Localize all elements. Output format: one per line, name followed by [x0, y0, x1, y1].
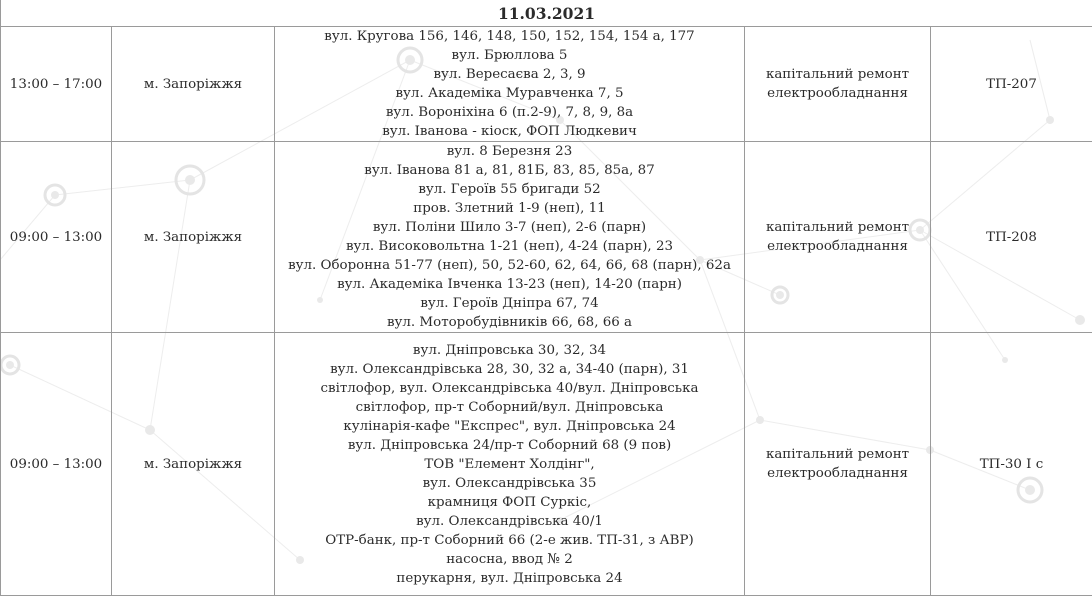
address-line: вул. Академіка Івченка 13-23 (неп), 14-20 (парн): [279, 275, 740, 294]
address-line: ТОВ "Елемент Холдінг",: [279, 455, 740, 474]
address-line: вул. 8 Березня 23: [279, 142, 740, 161]
address-line: вул. Академіка Муравченка 7, 5: [279, 84, 740, 103]
table-row: [1, 27, 1092, 142]
address-line: крамниця ФОП Суркіс,: [279, 493, 740, 512]
city-cell: м. Запоріжжя: [112, 27, 275, 142]
address-line: вул. Олександрівська 28, 30, 32 а, 34-40 (парн), 31: [279, 360, 740, 379]
address-line: вул. Іванова - кіоск, ФОП Людкевич: [279, 122, 740, 141]
address-line: вул. Оборонна 51-77 (неп), 50, 52-60, 62, 64, 66, 68 (парн), 62а: [279, 256, 740, 275]
address-line: світлофор, вул. Олександрівська 40/вул. Дніпровська: [279, 379, 740, 398]
address-line: вул. Героїв Дніпра 67, 74: [279, 294, 740, 313]
reason-cell: капітальний ремонт електрообладнання: [745, 333, 931, 596]
date-heading: 11.03.2021: [1, 0, 1092, 27]
time-cell: 09:00 – 13:00: [1, 333, 112, 596]
address-line: вул. Вороніхіна 6 (п.2-9), 7, 8, 9, 8а: [279, 103, 740, 122]
table-row: [1, 333, 1092, 596]
date-header-row: [1, 0, 1092, 27]
table-row: [1, 142, 1092, 333]
address-line: вул. Кругова 156, 146, 148, 150, 152, 154, 154 а, 177: [279, 27, 740, 46]
substation-cell: ТП-207: [931, 27, 1092, 142]
reason-cell: капітальний ремонт електрообладнання: [745, 27, 931, 142]
substation-cell: ТП-208: [931, 142, 1092, 333]
address-line: вул. Дніпровська 24/пр-т Соборний 68 (9 пов): [279, 436, 740, 455]
addresses-cell: [275, 142, 745, 333]
address-line: світлофор, пр-т Соборний/вул. Дніпровська: [279, 398, 740, 417]
address-line: вул. Вересаєва 2, 3, 9: [279, 65, 740, 84]
time-cell: 13:00 – 17:00: [1, 27, 112, 142]
address-line: вул. Брюллова 5: [279, 46, 740, 65]
city-cell: м. Запоріжжя: [112, 333, 275, 596]
addresses-cell: [275, 333, 745, 596]
address-line: пров. Злетний 1-9 (неп), 11: [279, 199, 740, 218]
address-line: вул. Олександрівська 40/1: [279, 512, 740, 531]
address-line: вул. Моторобудівників 66, 68, 66 а: [279, 313, 740, 332]
address-line: вул. Іванова 81 а, 81, 81Б, 83, 85, 85а, 87: [279, 161, 740, 180]
address-line: ОТР-банк, пр-т Соборний 66 (2-е жив. ТП-31, з АВР): [279, 531, 740, 550]
address-line: вул. Поліни Шило 3-7 (неп), 2-6 (парн): [279, 218, 740, 237]
addresses-cell: [275, 27, 745, 142]
address-line: вул. Високовольтна 1-21 (неп), 4-24 (парн), 23: [279, 237, 740, 256]
address-line: вул. Дніпровська 30, 32, 34: [279, 341, 740, 360]
reason-cell: капітальний ремонт електрообладнання: [745, 142, 931, 333]
address-line: кулінарія-кафе "Експрес", вул. Дніпровська 24: [279, 417, 740, 436]
city-cell: м. Запоріжжя: [112, 142, 275, 333]
address-line: вул. Героїв 55 бригади 52: [279, 180, 740, 199]
address-line: насосна, ввод № 2: [279, 550, 740, 569]
address-line: вул. Олександрівська 35: [279, 474, 740, 493]
time-cell: 09:00 – 13:00: [1, 142, 112, 333]
address-line: перукарня, вул. Дніпровська 24: [279, 569, 740, 588]
substation-cell: ТП-30 І с: [931, 333, 1092, 596]
